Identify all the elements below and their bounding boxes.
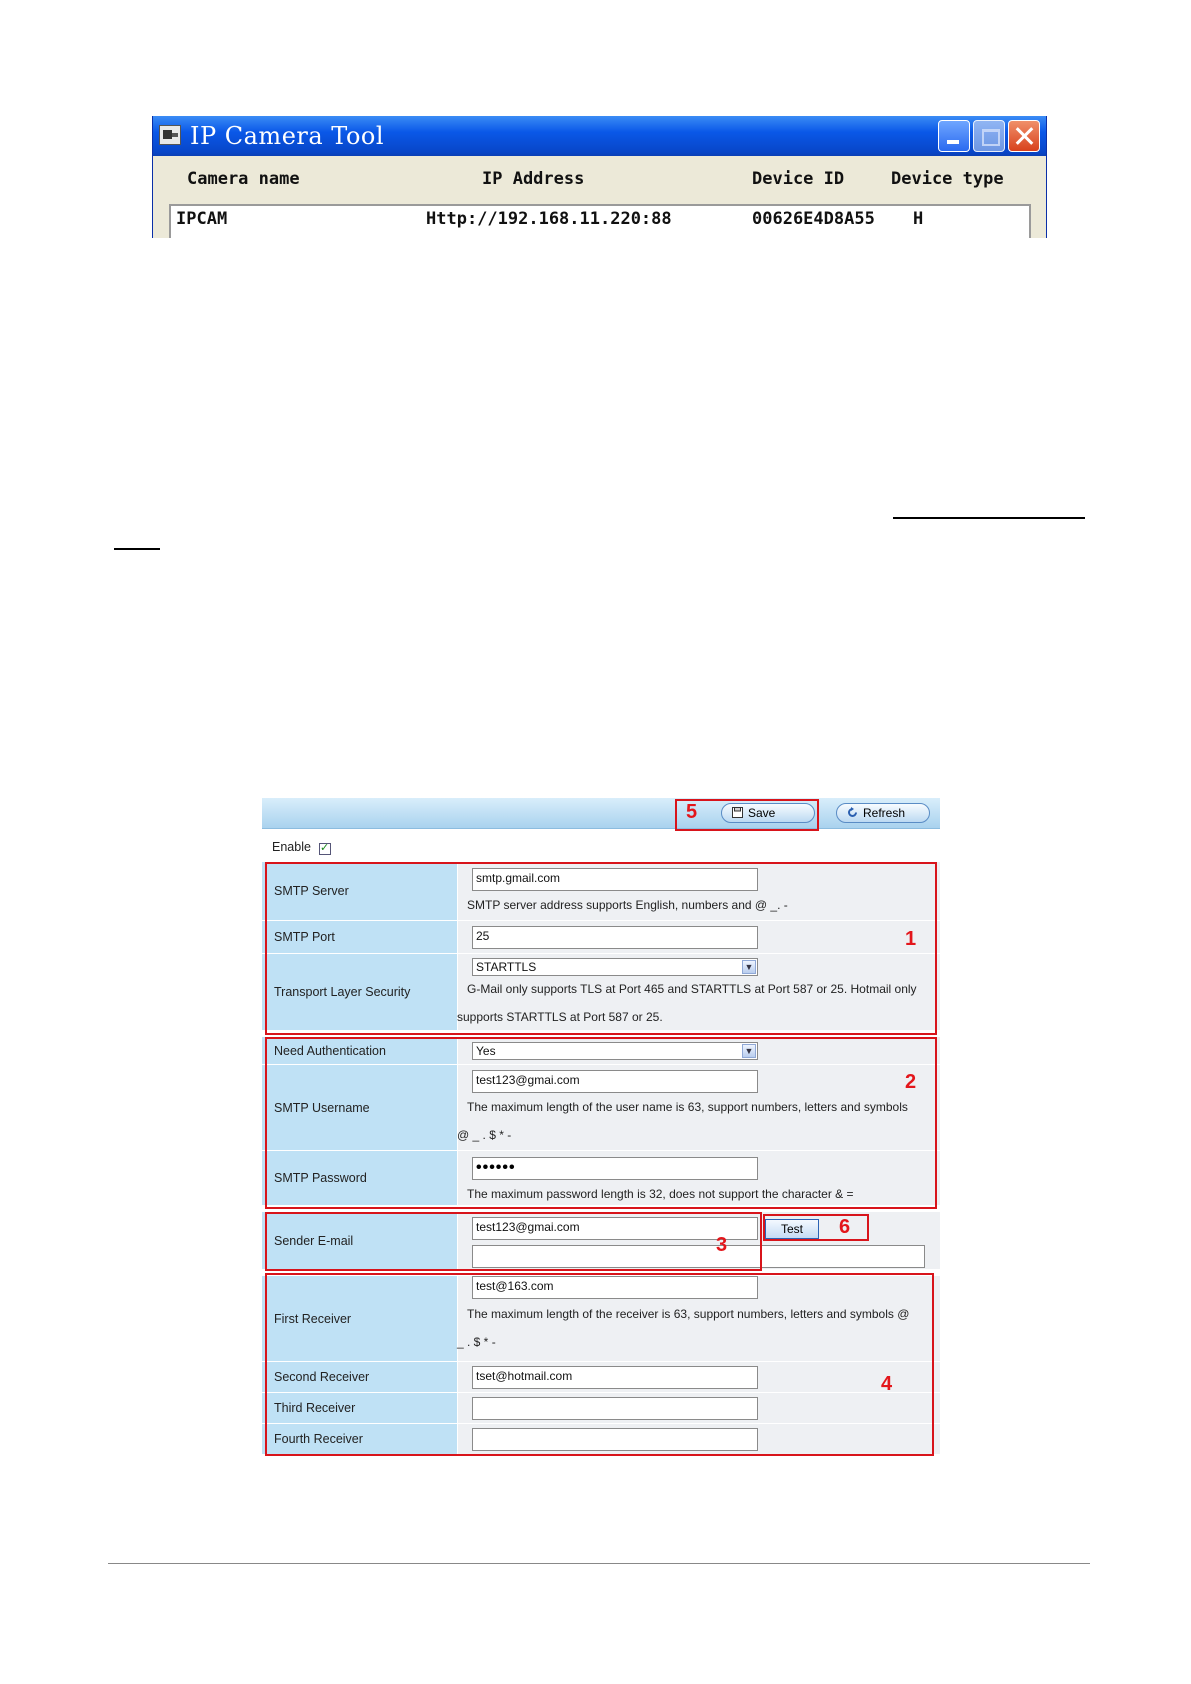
smtp-username-hint-line1: The maximum length of the user name is 63, support numbers, letters and symbols [467, 1100, 908, 1114]
enable-label: Enable [272, 840, 311, 854]
callout-number-4: 4 [881, 1373, 893, 1395]
smtp-server-hint: SMTP server address supports English, numbers and @ _. - [467, 898, 788, 912]
fourth-receiver-label: Fourth Receiver [262, 1424, 457, 1455]
smtp-server-input[interactable]: smtp.gmail.com [472, 868, 758, 891]
callout-number-2: 2 [905, 1071, 917, 1093]
device-id-cell[interactable]: 00626E4D8A55 [752, 209, 875, 229]
column-header-device-id[interactable]: Device ID [752, 169, 845, 189]
smtp-password-hint: The maximum password length is 32, does not support the character & = [467, 1187, 854, 1201]
tls-selected: STARTTLS [476, 960, 537, 974]
column-header-device-type[interactable]: Device type [891, 169, 1004, 189]
link-underline [114, 548, 160, 550]
column-header-ip-address[interactable]: IP Address [482, 169, 585, 189]
callout-number-6: 6 [839, 1216, 851, 1238]
callout-number-5: 5 [686, 801, 698, 823]
minimize-button[interactable] [938, 120, 970, 152]
chevron-down-icon[interactable]: ▼ [742, 960, 756, 974]
callout-number-3: 3 [716, 1234, 728, 1256]
smtp-password-label: SMTP Password [262, 1151, 457, 1206]
enable-checkbox[interactable] [319, 843, 331, 855]
column-header-camera-name[interactable]: Camera name [187, 169, 300, 189]
camera-name-cell[interactable]: IPCAM [176, 209, 228, 229]
tls-select[interactable] [472, 958, 758, 976]
need-auth-selected: Yes [476, 1044, 496, 1058]
maximize-button[interactable] [973, 120, 1005, 152]
second-receiver-label: Second Receiver [262, 1362, 457, 1393]
save-label: Save [748, 806, 776, 820]
footer-divider [108, 1563, 1090, 1564]
first-receiver-input[interactable]: test@163.com [472, 1276, 758, 1299]
smtp-server-label: SMTP Server [262, 862, 457, 921]
window-titlebar [153, 116, 1046, 156]
need-auth-label: Need Authentication [262, 1037, 457, 1065]
sender-email-input[interactable]: test123@gmai.com [472, 1217, 758, 1240]
smtp-password-input[interactable] [472, 1157, 758, 1180]
mail-settings-panel [262, 798, 940, 1457]
third-receiver-label: Third Receiver [262, 1393, 457, 1424]
smtp-port-label: SMTP Port [262, 921, 457, 954]
link-underline [893, 517, 1085, 519]
ip-address-cell[interactable]: Http://192.168.11.220:88 [426, 209, 672, 229]
close-button[interactable] [1008, 120, 1040, 152]
ip-camera-tool-window [152, 116, 1047, 238]
callout-number-1: 1 [905, 928, 917, 950]
tls-label: Transport Layer Security [262, 954, 457, 1031]
window-title: IP Camera Tool [190, 122, 385, 150]
sender-email-label: Sender E-mail [262, 1212, 457, 1270]
smtp-password-value: •••••• [476, 1159, 516, 1176]
save-icon [732, 807, 743, 818]
third-receiver-input[interactable] [472, 1397, 758, 1420]
device-type-cell[interactable]: H [913, 209, 924, 229]
refresh-label: Refresh [863, 806, 906, 820]
tls-hint-line1: G-Mail only supports TLS at Port 465 and STARTTLS at Port 587 or 25. Hotmail only [467, 982, 917, 996]
tls-hint-line2: supports STARTTLS at Port 587 or 25. [457, 1010, 663, 1024]
save-button[interactable] [721, 803, 815, 823]
smtp-port-input[interactable]: 25 [472, 926, 758, 949]
fourth-receiver-input[interactable] [472, 1428, 758, 1451]
chevron-down-icon[interactable]: ▼ [742, 1044, 756, 1058]
smtp-username-label: SMTP Username [262, 1065, 457, 1151]
need-auth-select[interactable] [472, 1042, 758, 1060]
camera-app-icon [159, 125, 181, 145]
test-result-field [472, 1245, 925, 1268]
first-receiver-hint-line2: _ . $ * - [457, 1335, 496, 1349]
mail-toolbar [262, 798, 940, 829]
second-receiver-input[interactable]: tset@hotmail.com [472, 1366, 758, 1389]
smtp-username-hint-line2: @ _ . $ * - [457, 1128, 512, 1142]
first-receiver-hint-line1: The maximum length of the receiver is 63, support numbers, letters and symbols @ [467, 1307, 910, 1321]
first-receiver-label: First Receiver [262, 1276, 457, 1362]
refresh-button[interactable] [836, 803, 930, 823]
smtp-username-input[interactable]: test123@gmai.com [472, 1070, 758, 1093]
refresh-icon [847, 807, 858, 818]
test-button[interactable]: Test [765, 1219, 819, 1239]
